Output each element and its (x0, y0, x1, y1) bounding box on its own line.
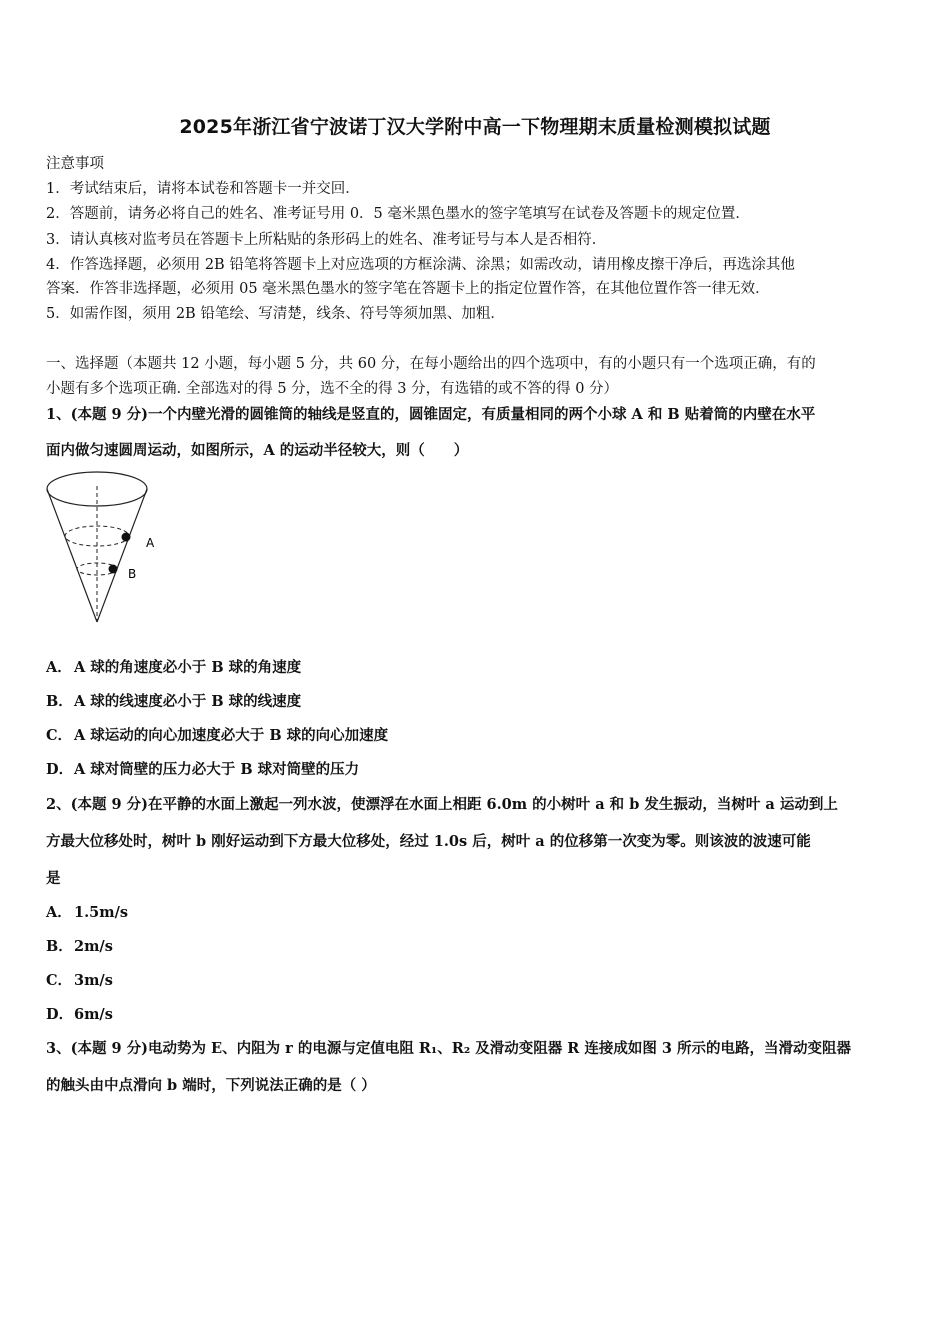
question-3-stem-cont: 的触头由中点滑向 b 端时，下列说法正确的是（ ） (46, 1077, 376, 1094)
section-heading: 一、选择题（本题共 12 小题，每小题 5 分，共 60 分，在每小题给出的四个选项中，有的小题只有一个选项正确，有的 (46, 356, 816, 372)
option-text: 2m/s (74, 938, 113, 955)
question-2-stem-end: 是 (46, 870, 61, 887)
note-item: 答案．作答非选择题，必须用 05 毫米黑色墨水的签字笔在答题卡上的指定位置作答，在其他位置作答一律无效． (46, 281, 770, 297)
cone-figure (38, 468, 178, 628)
label-b: B (128, 567, 137, 581)
option-letter: D． (46, 761, 74, 778)
q1-option-c[interactable] (46, 724, 388, 745)
question-3-stem: 3、(本题 9 分)电动势为 E、内阻为 r 的电源与定值电阻 R₁、R₂ 及滑动变阻器 R 连接成如图 3 所示的电路，当滑动变阻器 (46, 1040, 852, 1057)
option-text: 6m/s (74, 1006, 113, 1023)
question-2-stem: 2、(本题 9 分)在平静的水面上激起一列水波，使漂浮在水面上相距 6.0m 的小树叶 a 和 b 发生振动，当树叶 a 运动到上 (46, 796, 838, 813)
q1-option-b[interactable] (46, 690, 301, 711)
q1-option-a[interactable] (46, 656, 301, 677)
ball-a (122, 533, 131, 542)
label-a: A (146, 536, 155, 550)
q2-option-b[interactable] (46, 935, 113, 956)
q2-option-c[interactable] (46, 969, 113, 990)
question-1-stem-cont: 面内做匀速圆周运动，如图所示，A 的运动半径较大，则（ ） (46, 442, 469, 459)
option-letter: A． (46, 659, 72, 676)
option-letter: C． (46, 972, 73, 989)
option-text: A 球的角速度必小于 B 球的角速度 (74, 659, 302, 676)
note-item: 3．请认真核对监考员在答题卡上所粘贴的条形码上的姓名、准考证号与本人是否相符． (46, 232, 607, 248)
q2-option-d[interactable] (46, 1003, 113, 1024)
option-text: 3m/s (74, 972, 113, 989)
option-text: A 球运动的向心加速度必大于 B 球的向心加速度 (74, 727, 389, 744)
question-1-stem: 1、(本题 9 分)一个内壁光滑的圆锥筒的轴线是竖直的，圆锥固定，有质量相同的两个小球 A 和 B 贴着筒的内壁在水平 (46, 406, 816, 423)
note-item: 5．如需作图，须用 2B 铅笔绘、写清楚，线条、符号等须加黑、加粗． (46, 306, 505, 322)
option-text: A 球的线速度必小于 B 球的线速度 (74, 693, 302, 710)
q2-option-a[interactable] (46, 901, 128, 922)
question-2-stem-cont: 方最大位移处时，树叶 b 刚好运动到下方最大位移处，经过 1.0s 后，树叶 a 的位移第一次变为零。则该波的波速可能 (46, 833, 811, 850)
option-text: 1.5m/s (74, 904, 129, 921)
note-item: 4．作答选择题，必须用 2B 铅笔将答题卡上对应选项的方框涂满、涂黑；如需改动，请用橡皮擦干净后，再选涂其他 (46, 257, 795, 273)
note-item: 1．考试结束后，请将本试卷和答题卡一并交回． (46, 181, 360, 197)
ball-b (109, 565, 118, 574)
cone-right-edge (97, 489, 147, 622)
option-text: A 球对筒壁的压力必大于 B 球对筒壁的压力 (74, 761, 360, 778)
option-letter: C． (46, 727, 73, 744)
cone-left-edge (47, 489, 97, 622)
option-letter: D． (46, 1006, 74, 1023)
option-letter: B． (46, 693, 73, 710)
note-item: 2．答题前，请务必将自己的姓名、准考证号用 0．5 毫米黑色墨水的签字笔填写在试卷及答题卡的规定位置． (46, 206, 750, 222)
section-heading-cont: 小题有多个选项正确. 全部选对的得 5 分，选不全的得 3 分，有选错的或不答的得 0 分） (46, 381, 619, 397)
q1-option-d[interactable] (46, 758, 359, 779)
page-title: 2025年浙江省宁波诺丁汉大学附中高一下物理期末质量检测模拟试题 (179, 116, 771, 138)
option-letter: A． (46, 904, 72, 921)
option-letter: B． (46, 938, 73, 955)
notes-heading: 注意事项 (46, 156, 104, 172)
